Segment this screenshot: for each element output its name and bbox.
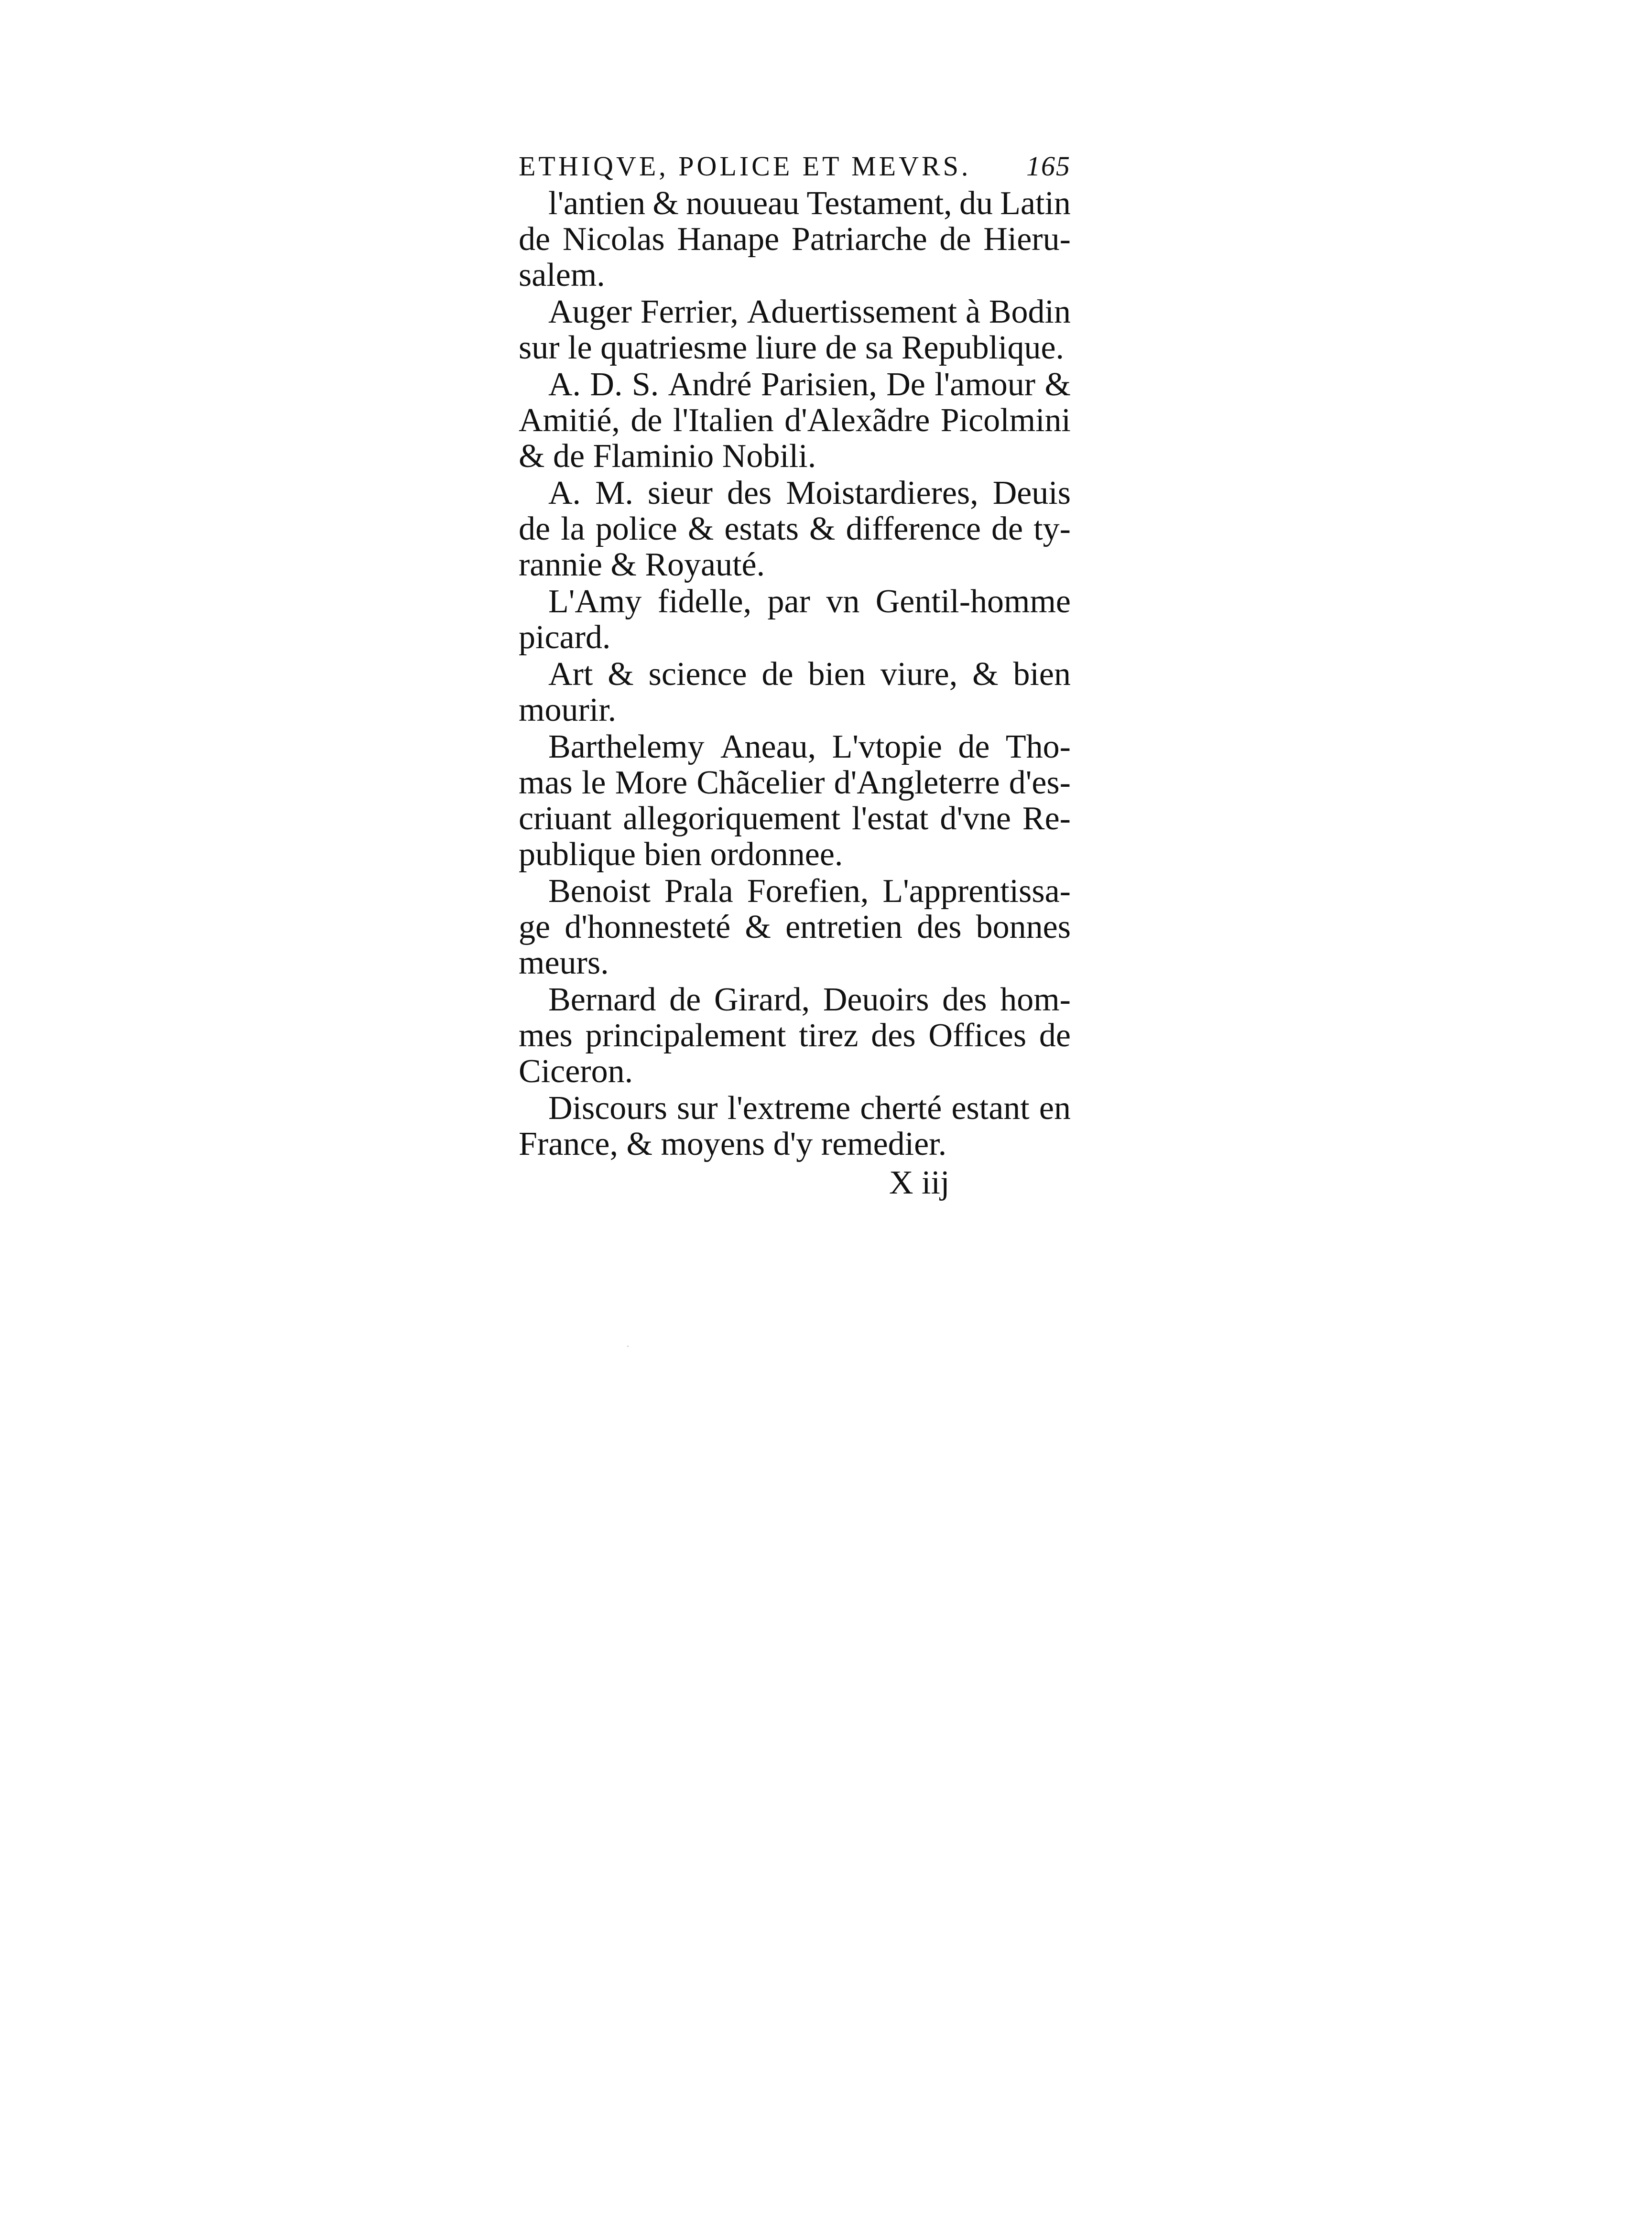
word: bien xyxy=(1013,656,1071,693)
text-line-content xyxy=(548,475,1071,511)
word: de xyxy=(1039,1017,1071,1054)
text-line xyxy=(519,982,1071,1018)
text-line xyxy=(519,801,1071,836)
word: & xyxy=(608,656,634,693)
text-line xyxy=(519,945,1071,981)
word: difference xyxy=(846,510,981,547)
text-line-content xyxy=(548,185,1071,221)
word: entretien xyxy=(785,909,902,945)
word: sur xyxy=(677,1090,718,1127)
word: ge xyxy=(519,909,551,945)
text-line-content xyxy=(548,656,1071,692)
word: Discours xyxy=(548,1090,667,1127)
word: Girard, xyxy=(714,981,810,1018)
text-line-content: & de Flaminio Nobili. xyxy=(519,438,816,475)
text-line-content: rannie & Royauté. xyxy=(519,546,765,583)
text-line xyxy=(519,257,1071,293)
text-line-content xyxy=(519,511,1071,547)
text-line-content xyxy=(519,909,1071,945)
word: M. xyxy=(595,475,633,511)
text-line-content: picard. xyxy=(519,619,611,656)
word: l'Italien xyxy=(673,402,774,439)
text-line-content xyxy=(548,367,1071,402)
word: & xyxy=(745,909,771,945)
word: A. xyxy=(548,475,581,511)
word: d'Angleterre xyxy=(834,764,1000,801)
word: Re- xyxy=(1022,800,1071,837)
word: Ferrier, xyxy=(640,293,739,330)
word: principalement xyxy=(585,1017,786,1054)
text-line xyxy=(519,692,1071,728)
word: Gentil-homme xyxy=(875,583,1071,620)
text-line xyxy=(519,221,1071,257)
bibliography-entry xyxy=(519,656,1071,728)
word: la xyxy=(561,510,585,547)
word: Deuoirs xyxy=(823,981,929,1018)
word: Chãcelier xyxy=(696,764,825,801)
word: Offices xyxy=(928,1017,1027,1054)
word: science xyxy=(648,656,747,693)
bibliography-entry xyxy=(519,367,1071,474)
text-line xyxy=(519,909,1071,945)
word: des xyxy=(917,909,962,945)
bibliography-entries xyxy=(519,185,1071,1162)
word: André xyxy=(668,366,752,403)
word: estats xyxy=(724,510,799,547)
word: de xyxy=(958,728,990,765)
word: de xyxy=(939,221,971,258)
text-line-content xyxy=(519,402,1071,438)
text-line-content xyxy=(548,294,1071,330)
paper-speck xyxy=(627,1346,629,1347)
text-line-content: mourir. xyxy=(519,692,617,728)
word: D. xyxy=(590,366,623,403)
word: mes xyxy=(519,1017,573,1054)
text-line-content xyxy=(519,1018,1071,1053)
word: & xyxy=(809,510,836,547)
word: L'apprentissa- xyxy=(882,873,1071,910)
text-line xyxy=(519,765,1071,801)
text-line xyxy=(519,1090,1071,1126)
word: De xyxy=(886,366,925,403)
word: Barthelemy xyxy=(548,728,705,765)
word: & xyxy=(972,656,999,693)
word: nouueau xyxy=(686,185,800,222)
word: sieur xyxy=(647,475,713,511)
signature-mark xyxy=(519,1164,1071,1202)
word: des xyxy=(942,981,987,1018)
word: Parisien, xyxy=(761,366,877,403)
word: Testament, xyxy=(806,185,952,222)
text-line-content: salem. xyxy=(519,257,605,293)
word: More xyxy=(615,764,688,801)
text-line xyxy=(519,438,1071,474)
word: bien xyxy=(808,656,866,693)
word: l'estat xyxy=(852,800,929,837)
word: Aneau, xyxy=(720,728,816,765)
word: S. xyxy=(631,366,659,403)
text-line xyxy=(519,547,1071,583)
text-line xyxy=(519,836,1071,872)
text-line xyxy=(519,475,1071,511)
bibliography-entry xyxy=(519,584,1071,655)
text-line-content xyxy=(519,765,1071,801)
word: L'Amy xyxy=(548,583,642,620)
word: Deuis xyxy=(992,475,1071,511)
running-head xyxy=(519,147,1071,185)
word: Latin xyxy=(1000,185,1071,222)
page-number: 165 xyxy=(1026,151,1071,182)
word: Auger xyxy=(548,293,632,330)
text-line-content: meurs. xyxy=(519,944,609,981)
word: de xyxy=(519,221,551,258)
bibliography-entry xyxy=(519,1090,1071,1162)
word: Benoist xyxy=(548,873,651,910)
word: l'antien xyxy=(548,185,646,222)
bibliography-entry xyxy=(519,982,1071,1089)
text-line-content xyxy=(548,584,1071,619)
word: de xyxy=(669,981,701,1018)
word: cherté xyxy=(860,1090,942,1127)
text-line xyxy=(519,619,1071,655)
word: & xyxy=(1044,366,1071,403)
text-line xyxy=(519,584,1071,619)
text-line-content xyxy=(548,982,1071,1018)
word: à xyxy=(965,293,981,330)
word: viure, xyxy=(880,656,958,693)
word: des xyxy=(727,475,772,511)
text-line-content xyxy=(548,729,1071,765)
signature-mark-text: X iij xyxy=(889,1164,950,1201)
word: le xyxy=(581,764,606,801)
word: Moistardieres, xyxy=(786,475,978,511)
word: tirez xyxy=(799,1017,859,1054)
text-line-content xyxy=(548,1090,1071,1126)
word: par xyxy=(767,583,810,620)
bibliography-entry xyxy=(519,873,1071,981)
word: criuant xyxy=(519,800,612,837)
word: Art xyxy=(548,656,593,693)
text-line xyxy=(519,402,1071,438)
bibliography-entry xyxy=(519,294,1071,366)
word: vn xyxy=(826,583,860,620)
text-line xyxy=(519,1126,1071,1162)
running-head-title: ETHIQVE, POLICE ET MEVRS. xyxy=(519,151,971,182)
word: Nicolas xyxy=(562,221,665,258)
word: police xyxy=(595,510,677,547)
text-line xyxy=(519,873,1071,909)
text-line-content xyxy=(519,801,1071,836)
word: Bodin xyxy=(989,293,1071,330)
word: Aduertissement xyxy=(747,293,957,330)
text-line xyxy=(519,294,1071,330)
word: L'vtopie xyxy=(832,728,942,765)
text-line xyxy=(519,1053,1071,1089)
text-line-content: Ciceron. xyxy=(519,1053,633,1090)
printed-page-text-block xyxy=(519,147,1071,1202)
word: Hanape xyxy=(677,221,780,258)
bibliography-entry xyxy=(519,729,1071,872)
word: d'Alexãdre xyxy=(784,402,930,439)
word: Amitié, xyxy=(519,402,620,439)
word: estant xyxy=(951,1090,1030,1127)
word: de xyxy=(630,402,663,439)
word: Patriarche xyxy=(791,221,927,258)
text-line xyxy=(519,330,1071,366)
text-line xyxy=(519,1018,1071,1053)
word: Tho- xyxy=(1005,728,1071,765)
word: Prala xyxy=(664,873,733,910)
word: bonnes xyxy=(976,909,1071,945)
word: de xyxy=(761,656,793,693)
text-line xyxy=(519,729,1071,765)
word: Hieru- xyxy=(983,221,1071,258)
word: l'amour xyxy=(935,366,1036,403)
word: du xyxy=(959,185,993,222)
word: d'vne xyxy=(940,800,1011,837)
word: de xyxy=(519,510,551,547)
word: de xyxy=(991,510,1023,547)
text-line xyxy=(519,511,1071,547)
word: Bernard xyxy=(548,981,656,1018)
word: allegoriquement xyxy=(623,800,841,837)
text-line-content: France, & moyens d'y remedier. xyxy=(519,1126,947,1162)
word: Picolmini xyxy=(940,402,1071,439)
text-line-content xyxy=(519,221,1071,257)
word: & xyxy=(687,510,714,547)
bibliography-entry xyxy=(519,185,1071,293)
word: mas xyxy=(519,764,573,801)
text-line xyxy=(519,367,1071,402)
word: Forefien, xyxy=(747,873,869,910)
word: hom- xyxy=(1000,981,1071,1018)
text-line xyxy=(519,185,1071,221)
text-line-content xyxy=(548,873,1071,909)
word: l'extreme xyxy=(727,1090,851,1127)
word: d'es- xyxy=(1009,764,1071,801)
bibliography-entry xyxy=(519,475,1071,583)
word: des xyxy=(871,1017,916,1054)
text-line-content: sur le quatriesme liure de sa Republique. xyxy=(519,329,1065,366)
word: A. xyxy=(548,366,581,403)
text-line xyxy=(519,656,1071,692)
word: fidelle, xyxy=(657,583,752,620)
word: d'honnesteté xyxy=(565,909,731,945)
word: & xyxy=(652,185,679,222)
text-line-content: publique bien ordonnee. xyxy=(519,836,843,873)
word: ty- xyxy=(1033,510,1071,547)
word: en xyxy=(1039,1090,1071,1127)
